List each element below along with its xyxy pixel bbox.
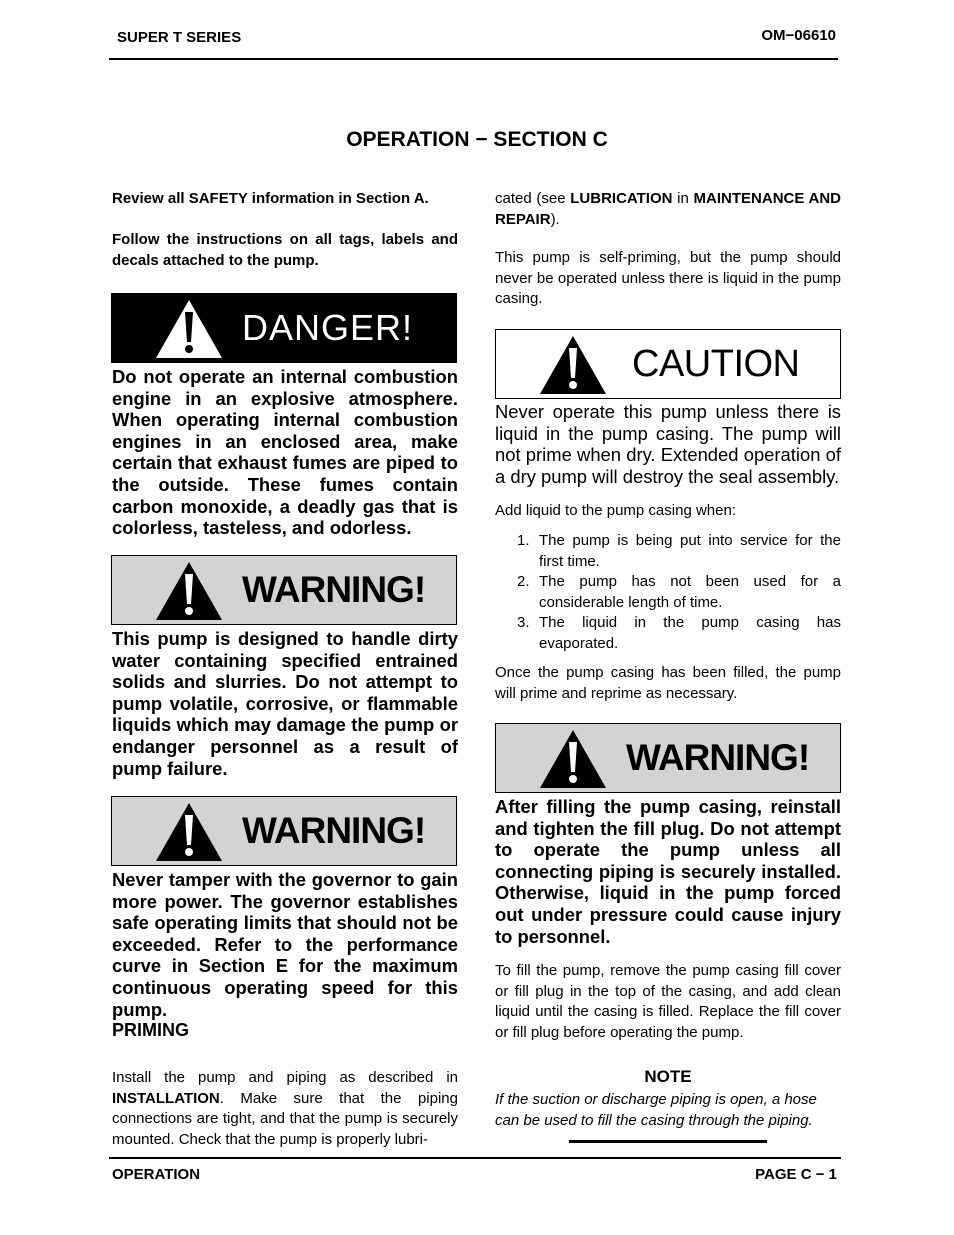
exclamation-triangle-icon (538, 334, 608, 396)
add-liquid-text: Add liquid to the pump casing when: (495, 502, 736, 519)
warning-label-3: WARNING! (626, 737, 810, 778)
exclamation-triangle-icon (154, 801, 224, 863)
caution-box (495, 329, 841, 399)
list-item: 2. The pump has not been used for a considerable length of time. (517, 573, 841, 611)
cont-post: ). (550, 210, 560, 228)
warning-box-3 (495, 723, 841, 793)
list-item: 1. The pump is being put into service for the first time. (517, 532, 841, 570)
header-rule (109, 58, 838, 60)
cont-pre: cated (see (495, 190, 571, 207)
note-heading: NOTE (644, 1067, 692, 1086)
caution-label: CAUTION (632, 342, 800, 385)
danger-text: Do not operate an internal combustion engine in an explosive atmosphere. When operating internal combustion engines in an enclosed area, make certain that exhaust fumes are piped to the outside. These fumes contain carbon monoxide, a deadly gas that is colorless, tasteless, and odorless. (112, 366, 458, 539)
page-title: OPERATION − SECTION C (346, 128, 608, 151)
priming-heading: PRIMING (112, 1020, 190, 1040)
fill-pump-text: To fill the pump, remove the pump casing fill cover or fill plug in the top of the casing, and add clean liquid until the casing is filled. Replace the fill cover or fill plug before operating the pump. (495, 962, 841, 1041)
note-text: If the suction or discharge piping is open, a hose can be used to fill the casing through the piping. (495, 1091, 817, 1129)
warning-label-1: WARNING! (242, 569, 426, 610)
installation-ref: INSTALLATION (112, 1089, 220, 1107)
warning-label-2: WARNING! (242, 810, 426, 851)
note-rule (569, 1140, 767, 1143)
danger-label: DANGER! (242, 307, 414, 348)
header-doc-number: OM−06610 (761, 27, 836, 44)
header-series: SUPER T SERIES (117, 29, 242, 46)
priming-paragraph (112, 1068, 458, 1150)
footer-page-number: PAGE C − 1 (755, 1166, 837, 1183)
warning-text-2: Never tamper with the governor to gain more power. The governor establishes safe operating limits that should not be exceeded. Refer to the performance curve in Section E for the maximum continuous operating speed for this pump. (112, 869, 458, 1020)
lubrication-continuation (495, 189, 841, 230)
footer-section: OPERATION (112, 1166, 201, 1183)
review-safety-text: Review all SAFETY information in Section A. (112, 190, 429, 207)
once-filled-text: Once the pump casing has been filled, the pump will prime and reprime as necessary. (495, 664, 841, 702)
priming-text-post: . Make sure that the piping connections are tight, and that the pump is securely mounted. Check that the pump is properly lubri- (112, 1089, 458, 1148)
exclamation-triangle-icon (154, 560, 224, 622)
exclamation-triangle-icon (538, 728, 608, 790)
exclamation-triangle-icon (154, 298, 224, 360)
danger-box (111, 293, 457, 363)
footer-rule (109, 1157, 841, 1159)
cont-mid: in (672, 190, 694, 207)
follow-instructions-text: Follow the instructions on all tags, labels and decals attached to the pump. (112, 231, 458, 269)
warning-text-3: After filling the pump casing, reinstall and tighten the fill plug. Do not attempt to operate the pump unless all connecting piping is securely installed. Otherwise, liquid in the pump forced out under pressure could cause injury to personnel. (495, 796, 841, 947)
warning-text-1: This pump is designed to handle dirty water containing specified entrained solids and slurries. Do not attempt to pump volatile, corrosive, or flammable liquids which may damage the pump or endanger personnel as a result of pump failure. (112, 628, 458, 779)
maintenance-ref: MAINTENANCE AND REPAIR (495, 190, 841, 228)
add-liquid-list (495, 531, 841, 654)
list-item: 3. The liquid in the pump casing has evaporated. (517, 614, 841, 652)
caution-text: Never operate this pump unless there is liquid in the pump casing. The pump will not prime when dry. Extended operation of a dry pump will destroy the seal assembly. (495, 401, 841, 487)
priming-text-pre: Install the pump and piping as described in (112, 1069, 458, 1086)
self-priming-text: This pump is self-priming, but the pump should never be operated unless there is liquid in the pump casing. (495, 249, 841, 307)
lubrication-ref: LUBRICATION (570, 190, 673, 207)
warning-box-2 (111, 796, 457, 866)
warning-box-1 (111, 555, 457, 625)
